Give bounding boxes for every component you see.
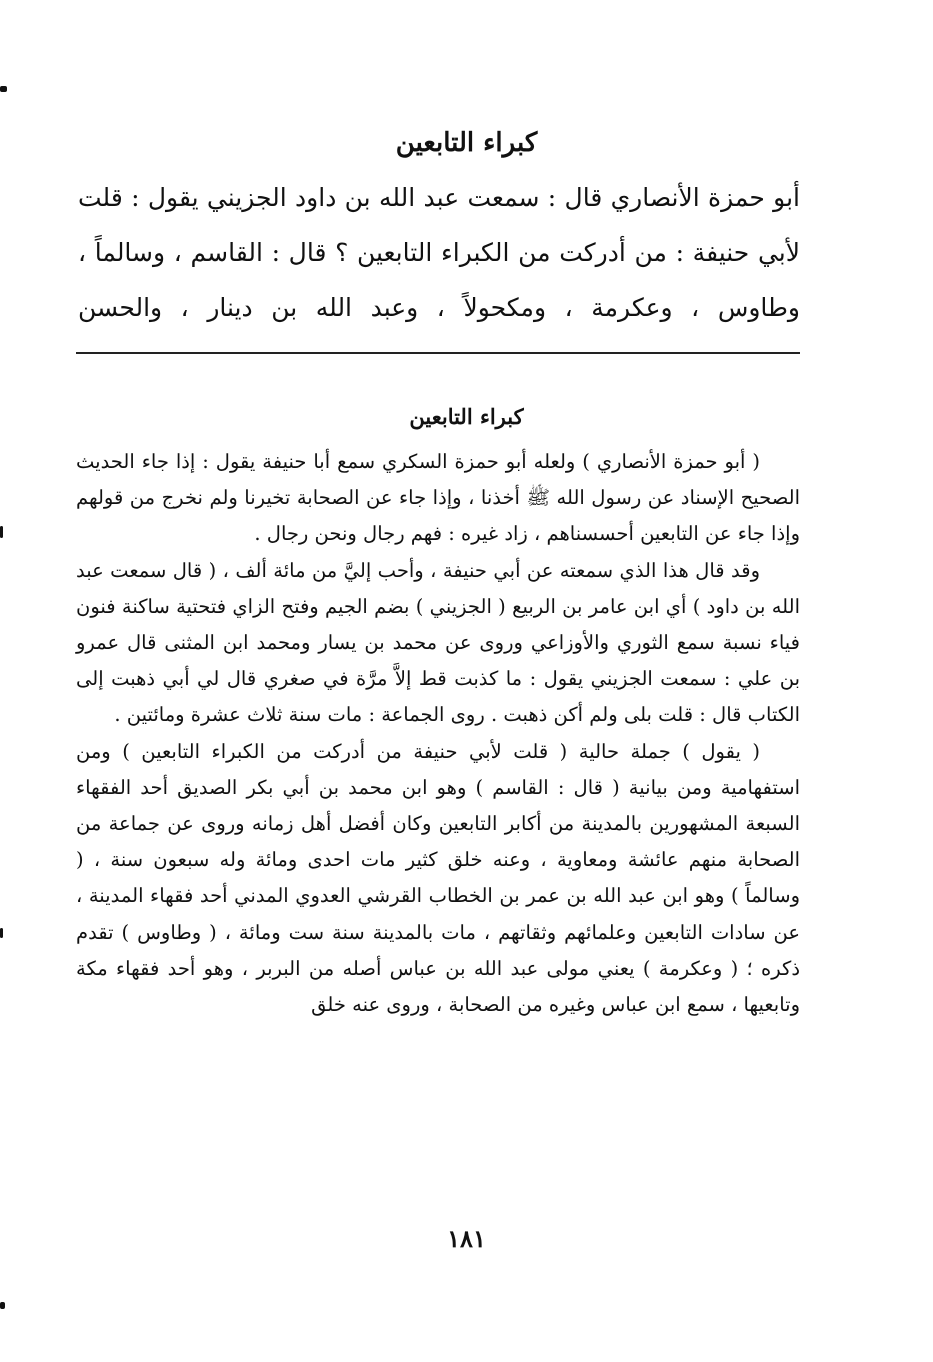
scan-margin-mark bbox=[0, 928, 3, 938]
commentary-text-block bbox=[76, 444, 800, 1023]
commentary-paragraph: ( يقول ) جملة حالية ( قلت لأبي حنيفة من أدركت من الكبراء التابعين ) ومن استفهامية ومن بيانية ( قال : القاسم ) وهو ابن محمد بن أبي بكر الصديق أحد الفقهاء السبعة المشهورين بالمدينة من أكابر التابعين وكان أفضل أهل زمانه وروى عن جماعة من الصحابة منهم عائشة ومعاوية ، وعنه خلق كثير مات احدى ومائة وله سبعون سنة ، ( وسالماً ) وهو ابن عبد الله بن عمر بن الخطاب القرشي العدوي المدني أحد فقهاء المدينة ، عن سادات التابعين وعلمائهم وثقاتهم ، مات بالمدينة سنة ست ومائة ، ( وطاوس ) تقدم ذكره ؛ ( وعكرمة ) يعني مولى عبد الله بن عباس أصله من البربر ، وهو أحد فقهاء مكة وتابعيها ، سمع ابن عباس وغيره من الصحابة ، وروى عنه خلق bbox=[76, 739, 800, 1017]
scan-margin-mark bbox=[0, 86, 7, 92]
commentary-title: كبراء التابعين bbox=[409, 404, 524, 429]
scan-margin-mark bbox=[0, 526, 3, 538]
commentary-paragraph: وقد قال هذا الذي سمعته عن أبي حنيفة ، وأحب إليَّ من مائة ألف ، ( قال سمعت عبد الله بن داود ) أي ابن عامر بن الربيع ( الجزيني ) بضم الجيم وفتح الزاي فتحتية ساكنة فنون فياء نسبة سمع الثوري والأوزاعي وروى عن محمد بن يسار ومحمد ابن المثنى قال عمرو بن علي : سمعت الجزيني يقول : ما كذبت قط إلاَّ مرَّة في صغري قال لي أبي ذهبت إلى الكتاب قال : قلت بلى ولم أكن ذهبت . روى الجماعة : مات سنة ثلاث عشرة ومائتين . bbox=[76, 558, 800, 727]
main-text-block bbox=[78, 170, 800, 335]
page-number: ١٨١ bbox=[447, 1224, 486, 1253]
main-section-title: كبراء التابعين bbox=[395, 128, 538, 158]
footnote-separator bbox=[76, 352, 800, 354]
scan-margin-mark bbox=[0, 1302, 5, 1309]
commentary-paragraph: ( أبو حمزة الأنصاري ) ولعله أبو حمزة السكري سمع أبا حنيفة يقول : إذا جاء الحديث الصحيح الإسناد عن رسول الله ﷺ أخذنا ، وإذا جاء عن الصحابة تخيرنا ولم نخرج من قولهم وإذا جاء عن التابعين أحسسناهم ، زاد غيره : فهم رجال ونحن رجال . bbox=[76, 450, 800, 546]
main-paragraph: أبو حمزة الأنصاري قال : سمعت عبد الله بن داود الجزيني يقول : قلت لأبي حنيفة : من أدركت من الكبراء التابعين ؟ قال : القاسم ، وسالماً ، وطاوس ، وعكرمة ، ومكحولاً ، وعبد الله بن دينار ، والحسن bbox=[78, 183, 800, 322]
